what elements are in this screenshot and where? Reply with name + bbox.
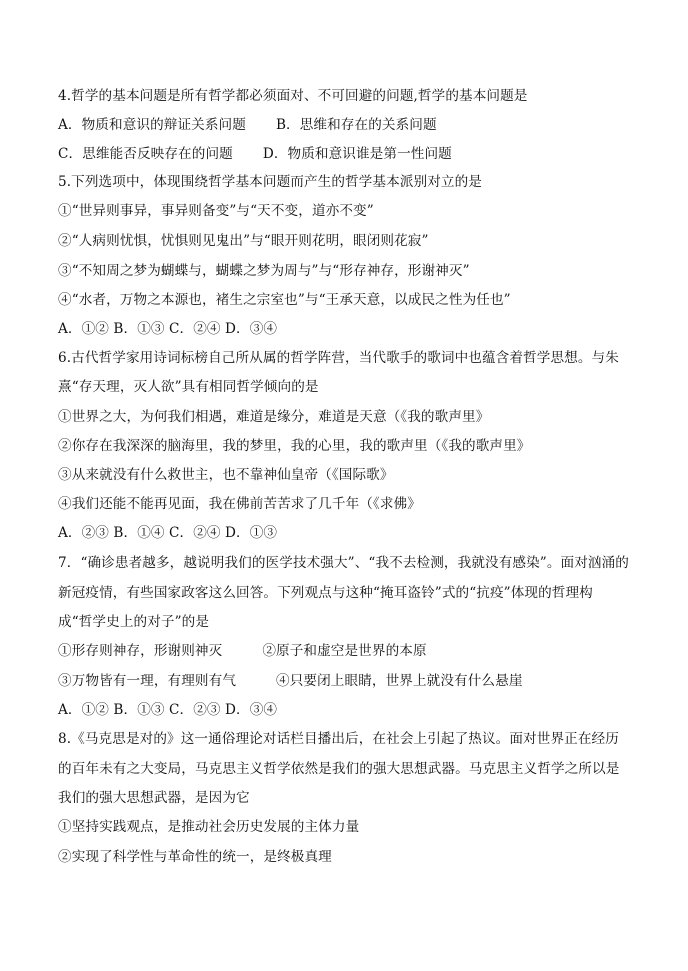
q6-answers: A．②③ B．①④ C．②④ D．①③ bbox=[58, 525, 278, 541]
q5-answers: A．①② B．①③ C．②④ D．③④ bbox=[58, 321, 278, 337]
q7-item-3: ③万物皆有一理，有理则有气 bbox=[58, 673, 237, 689]
q4-option-b: B．思维和存在的关系问题 bbox=[275, 117, 437, 133]
q8-stem-line3: 我们的强大思想武器，是因为它 bbox=[58, 790, 250, 806]
q7-stem-line2: 新冠疫情，有些国家政客这么回答。下列观点与这种“掩耳盗铃”式的“抗疫”体现的哲理构 bbox=[58, 585, 593, 601]
q5-item-4: ④“水者，万物之本源也，褚生之宗室也”与“王承天意，以成民之性为任也” bbox=[58, 292, 511, 308]
q8-item-1: ①坚持实践观点，是推动社会历史发展的主体力量 bbox=[58, 819, 360, 835]
q4-option-a: A．物质和意识的辩证关系问题 bbox=[58, 117, 246, 133]
q7-stem-line1: 7．“确诊患者越多，越说明我们的医学技术强大”、“我不去检测，我就没有感染”。面对汹涌的 bbox=[58, 555, 629, 571]
q7-item-2: ②原子和虚空是世界的本原 bbox=[262, 643, 427, 659]
q8-stem-line1: 8.《马克思是对的》这一通俗理论对话栏目播出后，在社会上引起了热议。面对世界正在经历 bbox=[58, 731, 619, 747]
q7-items-row1 bbox=[58, 641, 648, 661]
q6-item-3: ③从来就没有什么救世主，也不靠神仙皇帝（《国际歌》 bbox=[58, 467, 394, 483]
q7-item-1: ①形存则神存，形谢则神灭 bbox=[58, 643, 223, 659]
q7-items-row2 bbox=[58, 671, 648, 691]
q7-stem-line3: 成“哲学史上的对子”的是 bbox=[58, 614, 210, 630]
q6-item-2: ②你存在我深深的脑海里，我的梦里，我的心里，我的歌声里（《我的歌声里》 bbox=[58, 438, 531, 454]
q6-stem-line2: 熹“存天理，灭人欲”具有相同哲学倾向的是 bbox=[58, 379, 319, 395]
q4-options-row1 bbox=[58, 115, 648, 135]
q7-item-4: ④只要闭上眼睛，世界上就没有什么悬崖 bbox=[276, 673, 523, 689]
q7-answers: A．①② B．①③ C．②③ D．③④ bbox=[58, 702, 278, 718]
q8-item-2: ②实现了科学性与革命性的统一，是终极真理 bbox=[58, 849, 332, 865]
q6-item-4: ④我们还能不能再见面，我在佛前苦苦求了几千年（《求佛》 bbox=[58, 496, 421, 512]
q5-stem: 5.下列选项中，体现围绕哲学基本问题而产生的哲学基本派别对立的是 bbox=[58, 174, 482, 190]
q6-stem-line1: 6.古代哲学家用诗词标榜自己所从属的哲学阵营，当代歌手的歌词中也蕴含着哲学思想。与朱 bbox=[58, 350, 619, 366]
q4-option-c: C．思维能否反映存在的问题 bbox=[58, 146, 233, 162]
q5-item-3: ③“不知周之梦为蝴蝶与，蝴蝶之梦为周与”与“形存神存，形谢神灭” bbox=[58, 263, 470, 279]
q4-options-row2 bbox=[58, 144, 648, 164]
q4-stem: 4.哲学的基本问题是所有哲学都必须面对、不可回避的问题,哲学的基本问题是 bbox=[58, 88, 528, 104]
q5-item-2: ②“人病则忧惧，忧惧则见鬼出”与“眼开则花明，眼闭则花寂” bbox=[58, 233, 429, 249]
q5-item-1: ①“世异则事异，事异则备变”与“天不变，道亦不变” bbox=[58, 203, 374, 219]
q4-option-d: D．物质和意识谁是第一性问题 bbox=[262, 146, 452, 162]
q6-item-1: ①世界之大，为何我们相遇，难道是缘分，难道是天意（《我的歌声里》 bbox=[58, 409, 490, 425]
q8-stem-line2: 的百年未有之大变局，马克思主义哲学依然是我们的强大思想武器。马克思主义哲学之所以是 bbox=[58, 761, 620, 777]
